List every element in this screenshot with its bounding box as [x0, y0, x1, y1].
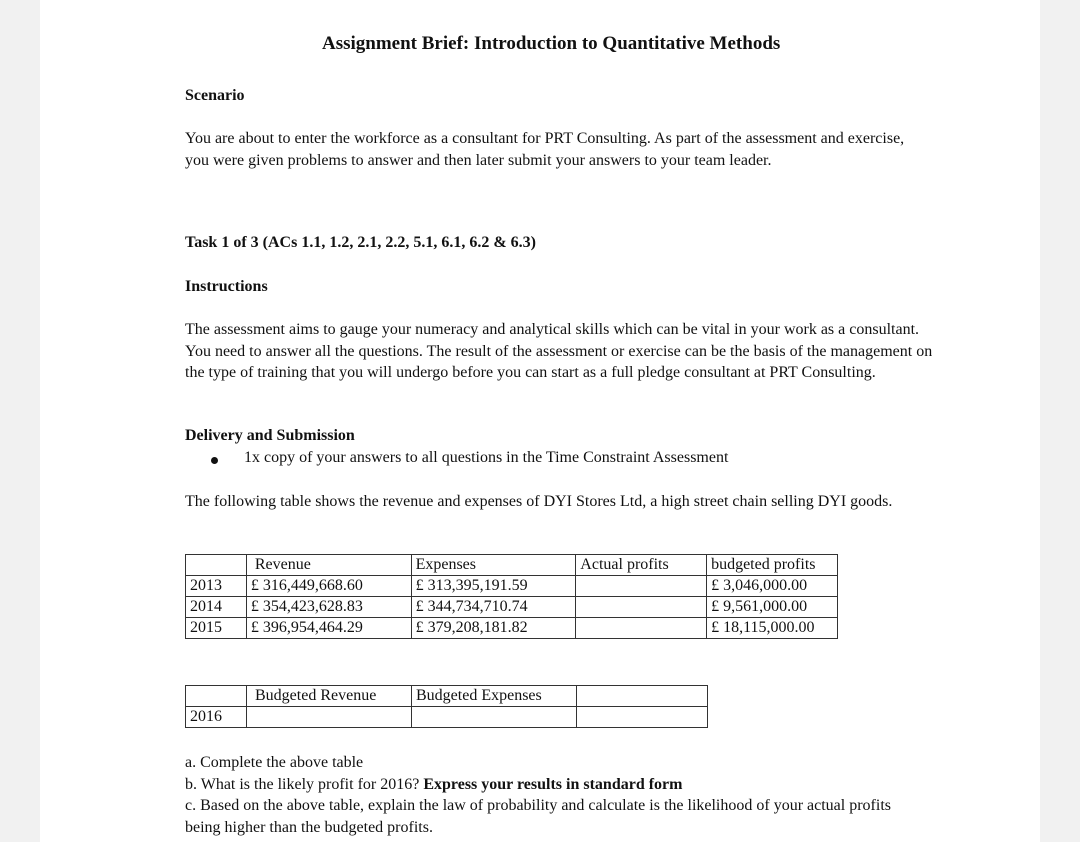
table-cell: £ 379,208,181.82 — [411, 618, 576, 639]
table-cell — [576, 618, 707, 639]
table-cell — [247, 707, 412, 728]
table-cell: £ 18,115,000.00 — [707, 618, 838, 639]
question-b-emphasis: Express your results in standard form — [423, 775, 683, 793]
instructions-heading: Instructions — [185, 278, 268, 295]
table-header-cell: Actual profits — [576, 555, 707, 576]
table-cell: £ 354,423,628.83 — [246, 597, 411, 618]
delivery-heading: Delivery and Submission — [185, 427, 355, 444]
delivery-bullet-text: 1x copy of your answers to all questions in the Time Constraint Assessment — [244, 449, 729, 466]
table-cell: 2016 — [186, 707, 247, 728]
table-cell: £ 396,954,464.29 — [246, 618, 411, 639]
table-cell: £ 9,561,000.00 — [707, 597, 838, 618]
table-cell: £ 313,395,191.59 — [411, 576, 576, 597]
revenue-expenses-table — [185, 554, 838, 639]
question-a: a. Complete the above table — [185, 754, 364, 771]
task-heading: Task 1 of 3 (ACs 1.1, 1.2, 2.1, 2.2, 5.1, 6.1, 6.2 & 6.3) — [185, 234, 536, 251]
scenario-heading: Scenario — [185, 87, 245, 104]
table-cell: £ 3,046,000.00 — [707, 576, 838, 597]
table-cell: 2015 — [186, 618, 247, 639]
table-cell: £ 344,734,710.74 — [411, 597, 576, 618]
table-row — [186, 576, 838, 597]
question-c: c. Based on the above table, explain the law of probability and calculate is the likelihood of your actual profits being higher than the budgeted profits. — [185, 797, 891, 836]
table-header-cell: budgeted profits — [707, 555, 838, 576]
table-header-row — [186, 555, 838, 576]
document-page — [40, 0, 1040, 842]
table-cell — [412, 707, 577, 728]
table-row — [186, 618, 838, 639]
table-header-cell: Budgeted Expenses — [412, 686, 577, 707]
table-header-cell — [186, 686, 247, 707]
table-header-cell: Revenue — [246, 555, 411, 576]
document-title: Assignment Brief: Introduction to Quantitative Methods — [322, 33, 781, 54]
instructions-text: The assessment aims to gauge your numeracy and analytical skills which can be vital in your work as a consultant. You need to answer all the questions. The result of the assessment or exercise can be the basis of the management on the type of training that you will undergo before you can start as a full pledge consultant at PRT Consulting. — [185, 321, 933, 381]
table-cell: 2013 — [186, 576, 247, 597]
table-row — [186, 597, 838, 618]
table-header-row — [186, 686, 708, 707]
table-header-cell — [577, 686, 708, 707]
table-cell: £ 316,449,668.60 — [246, 576, 411, 597]
table-intro-text: The following table shows the revenue and expenses of DYI Stores Ltd, a high street chain selling DYI goods. — [185, 493, 893, 510]
question-b-text: b. What is the likely profit for 2016? — [185, 775, 424, 793]
scenario-text: You are about to enter the workforce as a consultant for PRT Consulting. As part of the assessment and exercise, you were given problems to answer and then later submit your answers to your team leader. — [185, 130, 905, 169]
budget-2016-table — [185, 685, 708, 728]
table-cell — [577, 707, 708, 728]
table-header-cell: Budgeted Revenue — [247, 686, 412, 707]
question-b — [185, 774, 925, 796]
table-cell — [576, 597, 707, 618]
table-cell: 2014 — [186, 597, 247, 618]
questions-list — [185, 752, 925, 838]
table-header-cell — [186, 555, 247, 576]
table-row — [186, 707, 708, 728]
table-cell — [576, 576, 707, 597]
bullet-icon — [211, 457, 218, 464]
table-header-cell: Expenses — [411, 555, 576, 576]
